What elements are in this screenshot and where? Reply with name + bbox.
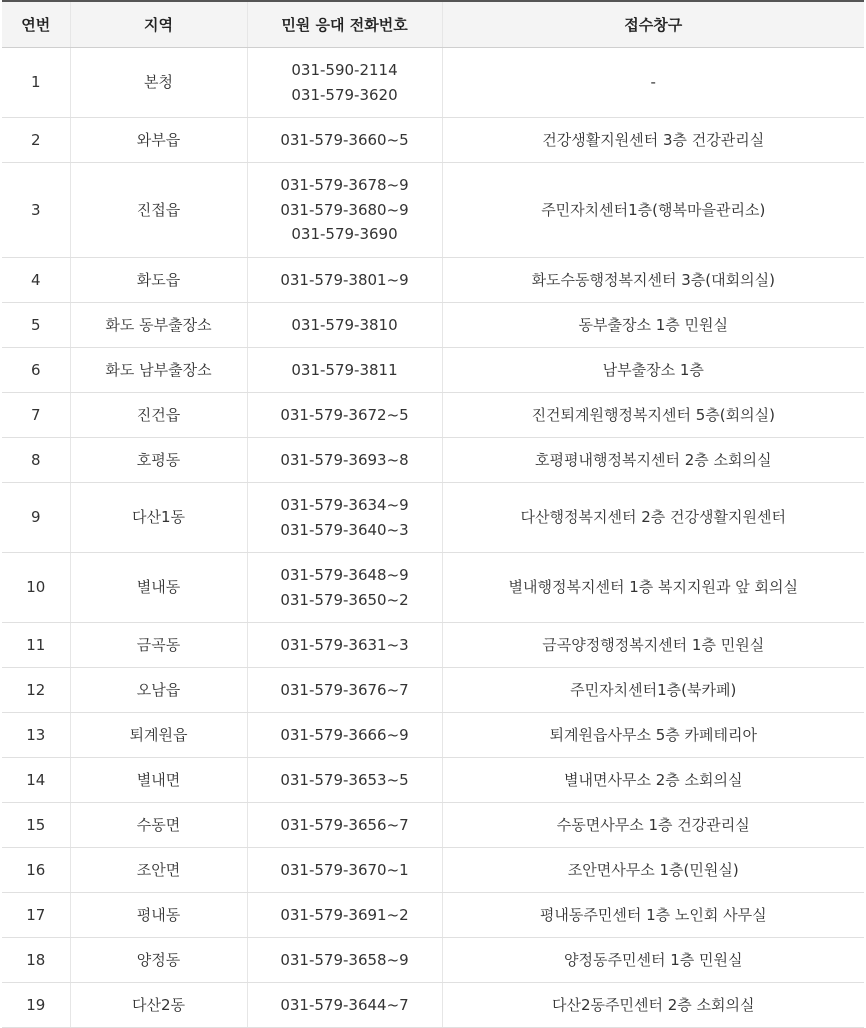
cell-desk: 남부출장소 1층	[442, 348, 864, 393]
cell-phone	[247, 163, 442, 258]
cell-phone	[247, 623, 442, 668]
cell-phone	[247, 553, 442, 623]
header-no: 연번	[2, 1, 70, 48]
cell-no: 12	[2, 668, 70, 713]
cell-no: 14	[2, 758, 70, 803]
table-row	[2, 848, 864, 893]
phone-number: 031-579-3672~5	[280, 405, 409, 424]
cell-desk: 진건퇴계원행정복지센터 5층(회의실)	[442, 393, 864, 438]
header-desk: 접수창구	[442, 1, 864, 48]
phone-number: 031-579-3634~9	[280, 496, 409, 514]
cell-region: 다산2동	[70, 983, 247, 1028]
cell-desk: -	[442, 48, 864, 118]
cell-no: 7	[2, 393, 70, 438]
cell-desk: 화도수동행정복지센터 3층(대회의실)	[442, 258, 864, 303]
cell-no: 19	[2, 983, 70, 1028]
phone-number: 031-579-3640~3	[280, 520, 409, 539]
cell-phone	[247, 303, 442, 348]
phone-number: 031-579-3658~9	[280, 950, 409, 969]
table-row	[2, 163, 864, 258]
cell-no: 5	[2, 303, 70, 348]
cell-desk: 수동면사무소 1층 건강관리실	[442, 803, 864, 848]
cell-region: 조안면	[70, 848, 247, 893]
cell-phone	[247, 483, 442, 553]
cell-no: 6	[2, 348, 70, 393]
table-body	[2, 48, 864, 1028]
cell-desk: 평내동주민센터 1층 노인회 사무실	[442, 893, 864, 938]
phone-number: 031-579-3650~2	[280, 590, 409, 609]
cell-desk: 별내행정복지센터 1층 복지지원과 앞 회의실	[442, 553, 864, 623]
cell-region: 다산1동	[70, 483, 247, 553]
phone-number: 031-579-3653~5	[280, 770, 409, 789]
cell-phone	[247, 258, 442, 303]
cell-desk: 별내면사무소 2층 소회의실	[442, 758, 864, 803]
cell-no: 11	[2, 623, 70, 668]
cell-desk: 조안면사무소 1층(민원실)	[442, 848, 864, 893]
phone-number: 031-579-3676~7	[280, 680, 409, 699]
cell-region: 별내면	[70, 758, 247, 803]
cell-desk: 주민자치센터1층(북카페)	[442, 668, 864, 713]
cell-region: 화도 남부출장소	[70, 348, 247, 393]
phone-number: 031-579-3690	[291, 225, 398, 244]
cell-no: 9	[2, 483, 70, 553]
civil-service-contact-table	[2, 0, 864, 1028]
phone-number: 031-579-3631~3	[280, 635, 409, 654]
cell-no: 17	[2, 893, 70, 938]
cell-region: 금곡동	[70, 623, 247, 668]
table-row	[2, 893, 864, 938]
phone-number: 031-579-3811	[291, 360, 398, 379]
cell-desk: 건강생활지원센터 3층 건강관리실	[442, 118, 864, 163]
cell-phone	[247, 758, 442, 803]
cell-region: 오남읍	[70, 668, 247, 713]
table-row	[2, 258, 864, 303]
cell-region: 별내동	[70, 553, 247, 623]
cell-phone	[247, 713, 442, 758]
cell-desk: 호평평내행정복지센터 2층 소회의실	[442, 438, 864, 483]
table-row	[2, 438, 864, 483]
cell-phone	[247, 118, 442, 163]
cell-region: 평내동	[70, 893, 247, 938]
cell-no: 4	[2, 258, 70, 303]
phone-number: 031-590-2114	[291, 61, 398, 79]
phone-number: 031-579-3801~9	[280, 270, 409, 289]
phone-number: 031-579-3620	[291, 85, 398, 104]
phone-number: 031-579-3666~9	[280, 725, 409, 744]
cell-phone	[247, 983, 442, 1028]
cell-no: 13	[2, 713, 70, 758]
cell-no: 18	[2, 938, 70, 983]
phone-number: 031-579-3678~9	[280, 176, 409, 195]
phone-number: 031-579-3648~9	[280, 566, 409, 584]
cell-no: 1	[2, 48, 70, 118]
phone-number: 031-579-3660~5	[280, 130, 409, 149]
cell-no: 15	[2, 803, 70, 848]
cell-no: 8	[2, 438, 70, 483]
phone-number: 031-579-3691~2	[280, 905, 409, 924]
cell-phone	[247, 938, 442, 983]
cell-region: 수동면	[70, 803, 247, 848]
cell-phone	[247, 438, 442, 483]
cell-phone	[247, 893, 442, 938]
phone-number: 031-579-3644~7	[280, 995, 409, 1014]
cell-desk: 양정동주민센터 1층 민원실	[442, 938, 864, 983]
cell-region: 호평동	[70, 438, 247, 483]
table-row	[2, 983, 864, 1028]
cell-no: 10	[2, 553, 70, 623]
table-row	[2, 553, 864, 623]
cell-region: 퇴계원읍	[70, 713, 247, 758]
cell-no: 16	[2, 848, 70, 893]
cell-desk: 다산행정복지센터 2층 건강생활지원센터	[442, 483, 864, 553]
table-row	[2, 668, 864, 713]
table-row	[2, 713, 864, 758]
table-row	[2, 938, 864, 983]
cell-desk: 금곡양정행정복지센터 1층 민원실	[442, 623, 864, 668]
cell-desk: 동부출장소 1층 민원실	[442, 303, 864, 348]
cell-region: 본청	[70, 48, 247, 118]
cell-region: 진건읍	[70, 393, 247, 438]
table-row	[2, 118, 864, 163]
phone-number: 031-579-3693~8	[280, 450, 409, 469]
cell-phone	[247, 848, 442, 893]
cell-phone	[247, 803, 442, 848]
header-phone: 민원 응대 전화번호	[247, 1, 442, 48]
header-row	[2, 1, 864, 48]
table-row	[2, 803, 864, 848]
cell-phone	[247, 48, 442, 118]
table-header	[2, 1, 864, 48]
cell-desk: 퇴계원읍사무소 5층 카페테리아	[442, 713, 864, 758]
cell-no: 3	[2, 163, 70, 258]
cell-no: 2	[2, 118, 70, 163]
phone-number: 031-579-3670~1	[280, 860, 409, 879]
phone-number: 031-579-3680~9	[280, 200, 409, 219]
cell-region: 진접읍	[70, 163, 247, 258]
cell-region: 화도읍	[70, 258, 247, 303]
cell-phone	[247, 668, 442, 713]
table-row	[2, 623, 864, 668]
table-row	[2, 758, 864, 803]
phone-number: 031-579-3656~7	[280, 815, 409, 834]
cell-region: 화도 동부출장소	[70, 303, 247, 348]
phone-number: 031-579-3810	[291, 315, 398, 334]
table-row	[2, 348, 864, 393]
table-row	[2, 48, 864, 118]
cell-desk: 주민자치센터1층(행복마을관리소)	[442, 163, 864, 258]
table-row	[2, 303, 864, 348]
cell-desk: 다산2동주민센터 2층 소회의실	[442, 983, 864, 1028]
table-row	[2, 393, 864, 438]
cell-region: 와부읍	[70, 118, 247, 163]
table-row	[2, 483, 864, 553]
cell-phone	[247, 348, 442, 393]
cell-phone	[247, 393, 442, 438]
cell-region: 양정동	[70, 938, 247, 983]
header-region: 지역	[70, 1, 247, 48]
